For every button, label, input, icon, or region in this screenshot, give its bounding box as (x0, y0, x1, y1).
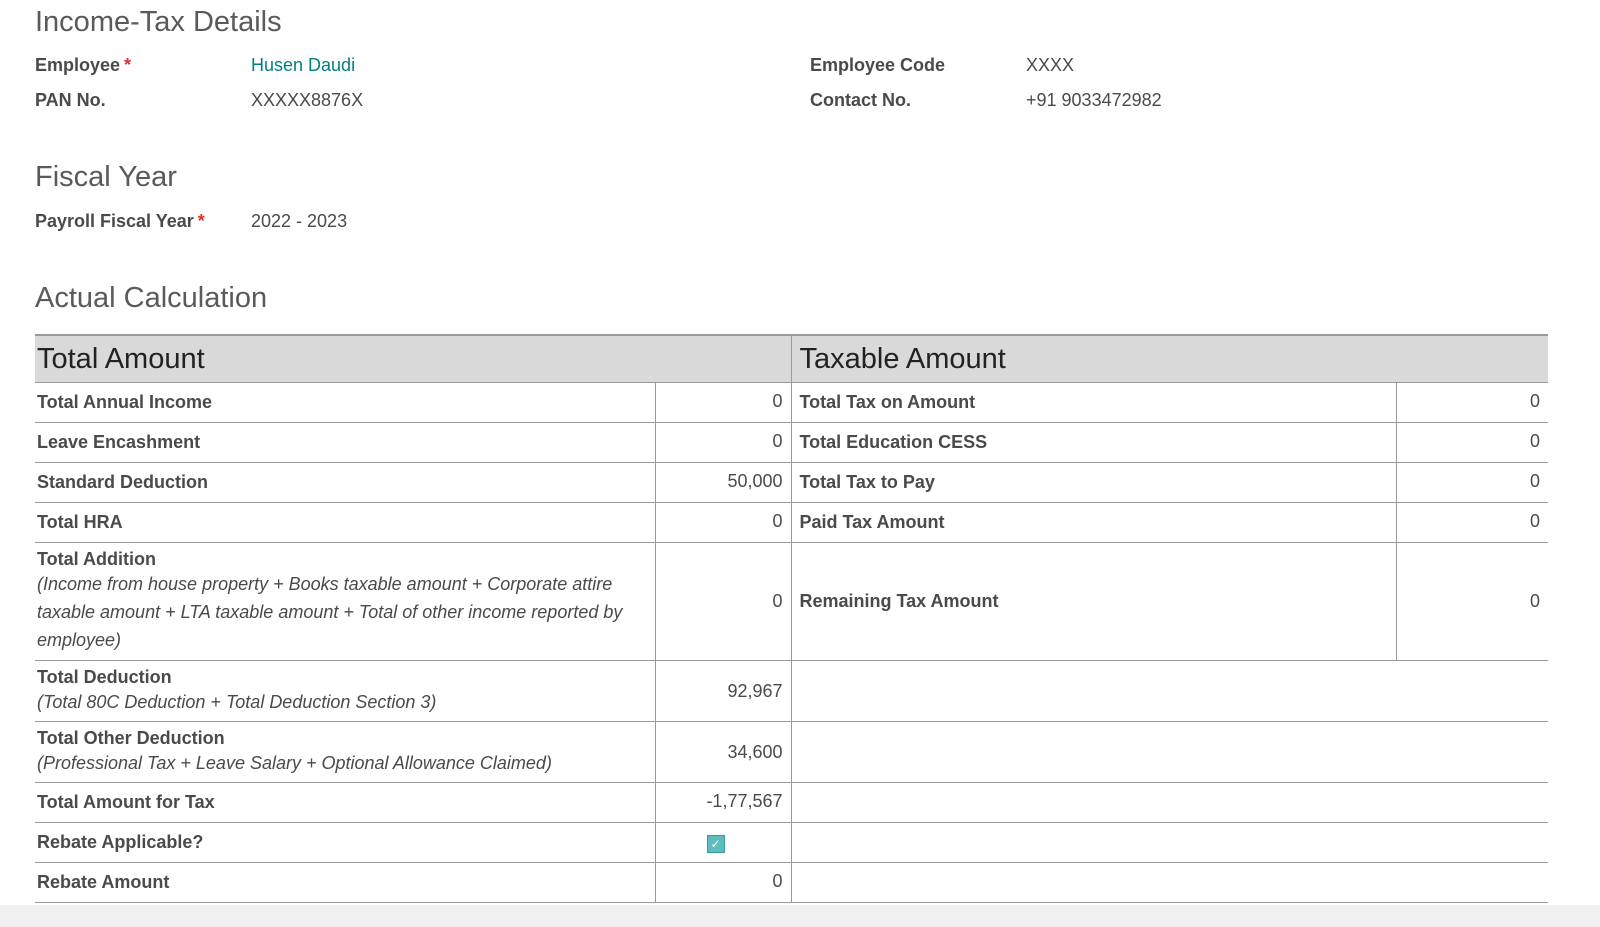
employee-label: Employee * (35, 55, 132, 75)
row-value: 0 (655, 543, 791, 661)
row-label: Total Other Deduction (Professional Tax + Leave Salary + Optional Allowance Claimed) (35, 722, 655, 783)
employee-code-label: Employee Code (810, 55, 946, 75)
payroll-fiscal-year-label: Payroll Fiscal Year * (35, 211, 205, 231)
total-amount-header: Total Amount (35, 335, 791, 383)
row-label: Total Annual Income (35, 383, 655, 423)
fiscal-year-title: Fiscal Year (35, 161, 177, 193)
row-label: Total Deduction (Total 80C Deduction + Total Deduction Section 3) (35, 661, 655, 722)
bottom-scroll-edge (0, 905, 1600, 927)
row-note: (Professional Tax + Leave Salary + Optional Allowance Claimed) (37, 752, 552, 773)
empty-cell (791, 661, 1548, 722)
row-note: (Total 80C Deduction + Total Deduction Section 3) (37, 691, 437, 712)
row-label: Total HRA (35, 503, 655, 543)
row-value: 92,967 (655, 661, 791, 722)
row-value: 0 (1396, 503, 1548, 543)
required-marker: * (197, 211, 205, 231)
row-value: 0 (1396, 543, 1548, 661)
row-value: 0 (1396, 463, 1548, 503)
row-label: Total Tax on Amount (791, 383, 1396, 423)
row-value: 34,600 (655, 722, 791, 783)
row-label: Remaining Tax Amount (791, 543, 1396, 661)
row-value: 0 (1396, 423, 1548, 463)
row-value: 0 (655, 423, 791, 463)
row-label: Leave Encashment (35, 423, 655, 463)
empty-cell (791, 722, 1548, 783)
income-tax-details-title: Income-Tax Details (35, 6, 282, 38)
pan-label: PAN No. (35, 90, 106, 110)
empty-cell (791, 783, 1548, 823)
row-note: (Income from house property + Books taxable amount + Corporate attire taxable amount + LTA taxable amount + Total of other income reported by employee) (37, 574, 623, 650)
row-label: Paid Tax Amount (791, 503, 1396, 543)
rebate-applicable-checkbox[interactable] (707, 835, 725, 853)
table-row (35, 863, 1548, 903)
rebate-checkbox-cell (655, 823, 791, 863)
row-label: Total Education CESS (791, 423, 1396, 463)
row-value: 0 (655, 383, 791, 423)
row-label: Rebate Amount (35, 863, 655, 903)
employee-link[interactable]: Husen Daudi (251, 55, 356, 75)
pan-value: XXXXX8876X (251, 90, 364, 110)
table-row (35, 423, 1548, 463)
row-value: 0 (655, 863, 791, 903)
row-value: 0 (1396, 383, 1548, 423)
contact-label: Contact No. (810, 90, 911, 110)
row-label: Rebate Applicable? (35, 823, 655, 863)
table-row (35, 503, 1548, 543)
calculation-table (35, 334, 1548, 903)
contact-value: +91 9033472982 (1026, 90, 1162, 110)
empty-cell (791, 823, 1548, 863)
check-icon: ✓ (710, 837, 721, 851)
row-value: -1,77,567 (655, 783, 791, 823)
row-value: 50,000 (655, 463, 791, 503)
required-marker: * (124, 55, 132, 75)
table-row (35, 543, 1548, 661)
table-row (35, 463, 1548, 503)
actual-calculation-title: Actual Calculation (35, 282, 268, 314)
taxable-amount-header: Taxable Amount (791, 335, 1548, 383)
row-label: Total Addition (Income from house property + Books taxable amount + Corporate attire taxable amount + LTA taxable amount + Total of other income reported by employee) (35, 543, 655, 661)
row-label: Standard Deduction (35, 463, 655, 503)
empty-cell (791, 863, 1548, 903)
row-label: Total Amount for Tax (35, 783, 655, 823)
table-row (35, 783, 1548, 823)
table-row (35, 661, 1548, 722)
employee-code-value: XXXX (1026, 55, 1075, 75)
row-label: Total Tax to Pay (791, 463, 1396, 503)
row-value: 0 (655, 503, 791, 543)
table-row (35, 823, 1548, 863)
table-row (35, 383, 1548, 423)
table-row (35, 722, 1548, 783)
payroll-fiscal-year-value[interactable]: 2022 - 2023 (251, 211, 348, 231)
